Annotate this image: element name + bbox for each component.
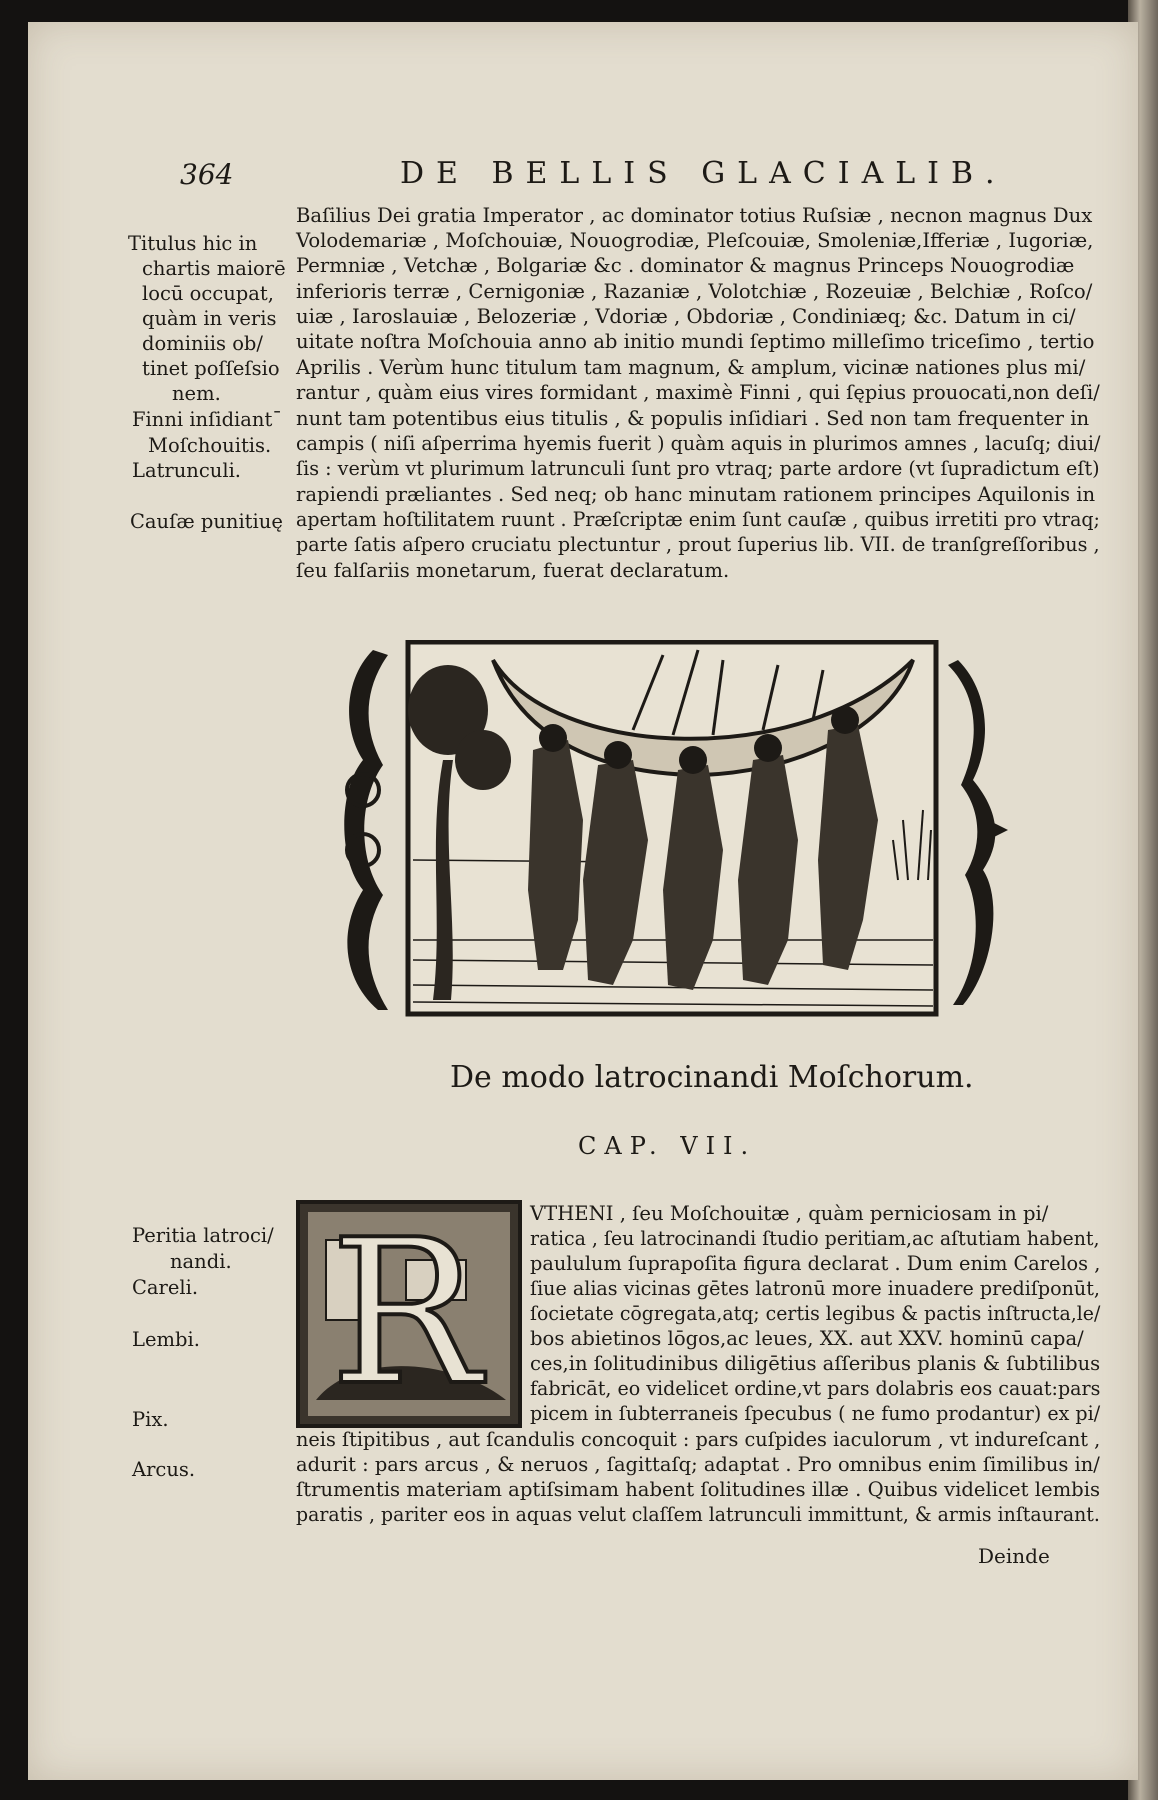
woodcut-illustration bbox=[333, 640, 1013, 1018]
margin-note: Pix. bbox=[132, 1408, 169, 1431]
margin-note: quàm in veris bbox=[142, 307, 277, 330]
chapter-heading: CAP. VII. bbox=[578, 1132, 757, 1160]
body-line: Aprilis . Verùm hunc titulum tam magnum, & amplum, vicinæ nationes plus mi/ bbox=[296, 356, 1086, 379]
margin-note: Arcus. bbox=[132, 1458, 196, 1481]
left-ornament bbox=[344, 650, 388, 1010]
body-line: bos abietinos lōgos,ac leues, XX. aut XXV. hominū capa/ bbox=[530, 1327, 1084, 1350]
margin-note: locū occupat, bbox=[142, 282, 274, 305]
margin-note: nandi. bbox=[170, 1250, 232, 1273]
initial-letter: R bbox=[330, 1197, 481, 1430]
body-line: ſiue alias vicinas gētes latronū more inuadere prediſponūt, bbox=[530, 1277, 1100, 1300]
body-line: Permniæ , Vetchæ , Bolgariæ &c . dominator & magnus Princeps Nouogrodiæ bbox=[296, 254, 1075, 277]
body-line: fabricāt, eo videlicet ordine,vt pars dolabris eos cauat:pars bbox=[530, 1377, 1101, 1400]
body-line: VTHENI , ſeu Moſchouitæ , quàm perniciosam in pi/ bbox=[530, 1202, 1049, 1225]
page-number: 364 bbox=[180, 158, 234, 191]
body-line: inferioris terræ , Cernigoniæ , Razaniæ , Volotchiæ , Rozeuiæ , Belchiæ , Roſco/ bbox=[296, 280, 1093, 303]
body-line: picem in ſubterraneis ſpecubus ( ne fumo prodantur) ex pi/ bbox=[530, 1402, 1101, 1425]
catchword: Deinde bbox=[978, 1544, 1050, 1568]
margin-note: Lembi. bbox=[132, 1328, 200, 1351]
body-line: parte ſatis aſpero cruciatu plectuntur , prout ſuperius lib. VII. de tranſgreſſoribus , bbox=[296, 533, 1100, 556]
margin-note: Finni inſidiantˉ bbox=[132, 408, 283, 431]
body-line: ſtrumentis materiam aptiſsimam habent ſolitudines illæ . Quibus videlicet lembis bbox=[296, 1478, 1101, 1501]
running-head: DE BELLIS GLACIALIB. bbox=[400, 156, 1007, 191]
margin-note: chartis maiorē bbox=[142, 257, 286, 280]
margin-note: Cauſæ punitiuę bbox=[130, 510, 283, 533]
body-line: ces,in ſolitudinibus diligētius aſſeribus planis & ſubtilibus bbox=[530, 1352, 1101, 1375]
margin-note: tinet poſſeſsio bbox=[142, 357, 280, 380]
margin-note: Peritia latroci/ bbox=[132, 1224, 274, 1247]
margin-note: Titulus hic in bbox=[128, 232, 258, 255]
margin-note: Moſchouitis. bbox=[148, 434, 272, 457]
body-line: paratis , pariter eos in aquas velut claſſem latrunculi immittunt, & armis inſtaurant. bbox=[296, 1503, 1100, 1526]
margin-note: dominiis ob/ bbox=[142, 332, 263, 355]
margin-note: Careli. bbox=[132, 1276, 199, 1299]
body-line: rapiendi præliantes . Sed neq; ob hanc minutam rationem principes Aquilonis in bbox=[296, 483, 1096, 506]
body-line: adurit : pars arcus , & neruos , ſagittaſq; adaptat . Pro omnibus enim ſimilibus in/ bbox=[296, 1453, 1100, 1476]
body-line: neis ſtipitibus , aut ſcandulis concoquit : pars cuſpides iaculorum , vt indureſcant , bbox=[296, 1428, 1101, 1451]
right-ornament bbox=[948, 660, 1008, 1005]
body-line: Volodemariæ , Moſchouiæ, Nouogrodiæ, Pleſcouiæ, Smoleniæ,Ifferiæ , Iugoriæ, bbox=[296, 229, 1094, 252]
figure-caption: De modo latrocinandi Moſchorum. bbox=[450, 1060, 974, 1095]
body-line: uitate noſtra Moſchouia anno ab initio mundi ſeptimo milleſimo triceſimo , tertio bbox=[296, 330, 1095, 353]
body-line: paululum ſuprapoſita figura declarat . Dum enim Carelos , bbox=[530, 1252, 1101, 1275]
margin-note: nem. bbox=[172, 382, 221, 405]
margin-note: Latrunculi. bbox=[132, 459, 242, 482]
body-line: ſis : verùm vt plurimum latrunculi ſunt pro vtraq; parte ardore (vt ſupradictum eſt) bbox=[296, 457, 1100, 480]
decorated-initial bbox=[296, 1197, 522, 1430]
body-line: uiæ , Iaroslauiæ , Belozeriæ , Vdoriæ , Obdoriæ , Condiniæq; &c. Datum in ci/ bbox=[296, 305, 1076, 328]
body-line: apertam hoſtilitatem ruunt . Præſcriptæ enim ſunt cauſæ , quibus irretiti pro vtraq; bbox=[296, 508, 1100, 531]
body-line: Baſilius Dei gratia Imperator , ac dominator totius Ruſsiæ , necnon magnus Dux bbox=[296, 204, 1093, 227]
body-line: rantur , quàm eius vires formidant , maximè Finni , qui ſępius prouocati,non deſi/ bbox=[296, 381, 1100, 404]
body-line: campis ( niſi aſperrima hyemis fuerit ) quàm aquis in plurimos amnes , lacuſq; diui/ bbox=[296, 432, 1101, 455]
body-line: ratica , ſeu latrocinandi ſtudio peritiam,ac aſtutiam habent, bbox=[530, 1227, 1100, 1250]
body-line: ſocietate cōgregata,atq; certis legibus & pactis inſtructa,le/ bbox=[530, 1302, 1101, 1325]
body-line: ſeu falſariis monetarum, fuerat declaratum. bbox=[296, 559, 730, 582]
body-line: nunt tam potentibus eius titulis , & populis inſidiari . Sed non tam frequenter in bbox=[296, 407, 1090, 430]
